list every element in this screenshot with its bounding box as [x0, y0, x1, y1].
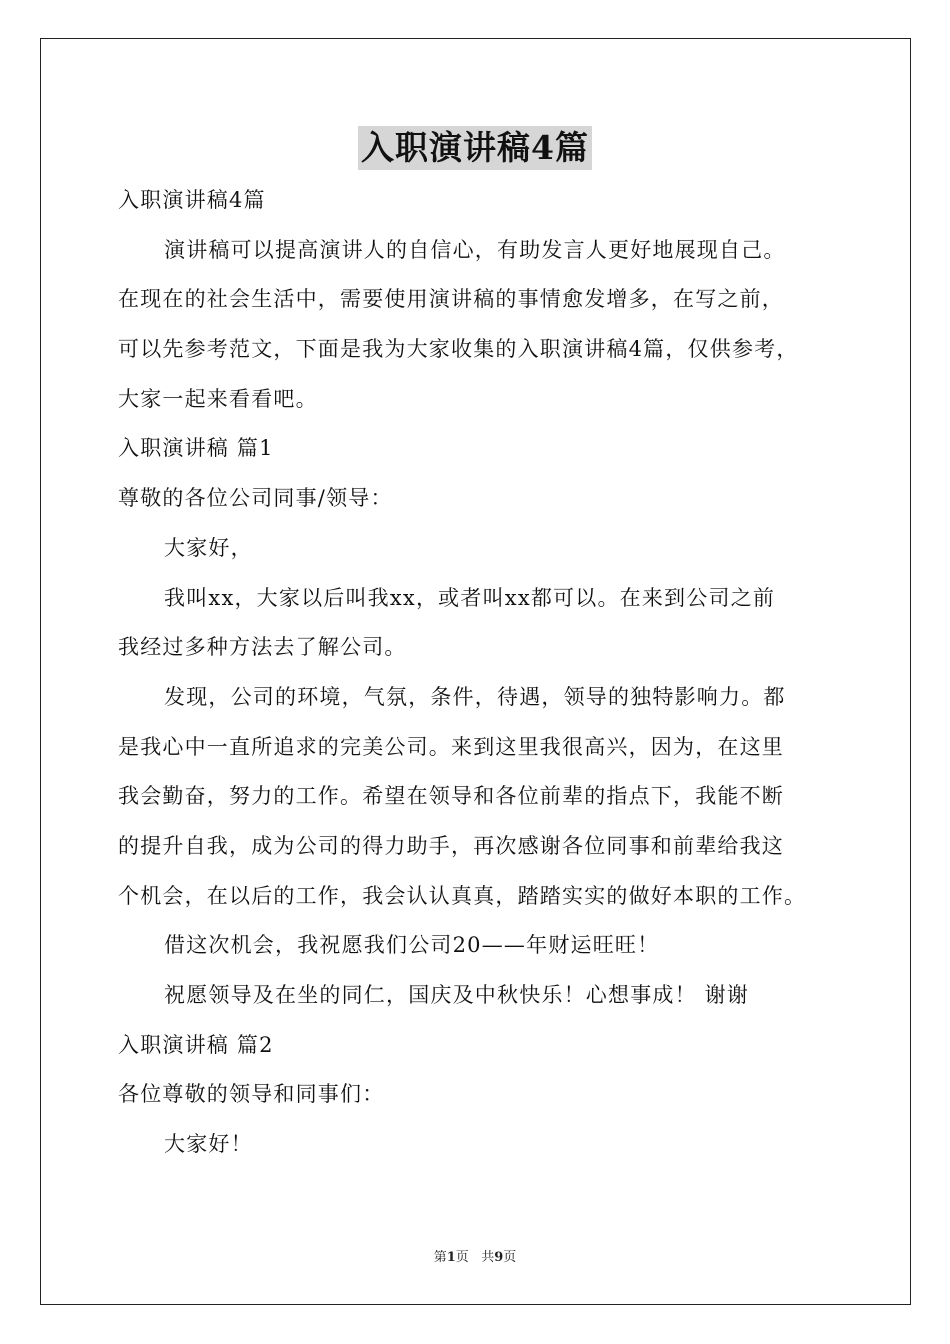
section-2-salutation: 各位尊敬的领导和同事们：: [118, 1082, 385, 1107]
section-1-para2-line-5: 个机会，在以后的工作，我会认认真真，踏踏实实的做好本职的工作。: [118, 883, 807, 908]
section-1-para4: 祝愿领导及在坐的同仁，国庆及中秋快乐！心想事成！ 谢谢: [164, 983, 750, 1007]
section-1-para2-line-4: 的提升自我，成为公司的得力助手，再次感谢各位同事和前辈给我这: [118, 833, 784, 858]
total-suffix: 页: [503, 1250, 517, 1265]
section-1-heading: 入职演讲稿 篇1: [118, 436, 274, 461]
intro-line-3: 可以先参考范文，下面是我为大家收集的入职演讲稿4篇，仅供参考，: [118, 337, 799, 362]
page-number: 1: [446, 1250, 456, 1265]
section-2-greeting: 大家好！: [164, 1132, 253, 1157]
section-1-salutation: 尊敬的各位公司同事/领导：: [118, 486, 393, 511]
total-prefix: 共: [481, 1250, 495, 1265]
page-prefix: 第: [433, 1250, 447, 1265]
intro-line-1: 演讲稿可以提高演讲人的自信心，有助发言人更好地展现自己。: [164, 237, 786, 262]
intro-line-4: 大家一起来看看吧。: [118, 386, 318, 411]
section-1-greeting: 大家好，: [164, 535, 253, 560]
title-container: [0, 126, 950, 170]
document-subtitle: 入职演讲稿4篇: [118, 188, 266, 212]
document-title: 入职演讲稿4篇: [358, 126, 592, 170]
section-2-heading: 入职演讲稿 篇2: [118, 1032, 274, 1057]
intro-line-2: 在现在的社会生活中，需要使用演讲稿的事情愈发增多，在写之前，: [118, 287, 784, 312]
page-suffix: 页: [455, 1250, 469, 1265]
section-1-para2-line-1: 发现，公司的环境，气氛，条件，待遇，领导的独特影响力。都: [164, 684, 786, 709]
section-1-para1-line-2: 我经过多种方法去了解公司。: [118, 635, 407, 660]
section-1-para1-line-1: 我叫xx，大家以后叫我xx，或者叫xx都可以。在来到公司之前: [164, 585, 776, 610]
section-1-para2-line-2: 是我心中一直所追求的完美公司。来到这里我很高兴，因为，在这里: [118, 734, 784, 759]
total-pages: 9: [494, 1250, 504, 1265]
document-body: [118, 176, 858, 1170]
section-1-para3: 借这次机会，我祝愿我们公司20——年财运旺旺！: [164, 933, 660, 958]
page-footer: [0, 1246, 950, 1265]
section-1-para2-line-3: 我会勤奋，努力的工作。希望在领导和各位前辈的指点下，我能不断: [118, 784, 784, 809]
